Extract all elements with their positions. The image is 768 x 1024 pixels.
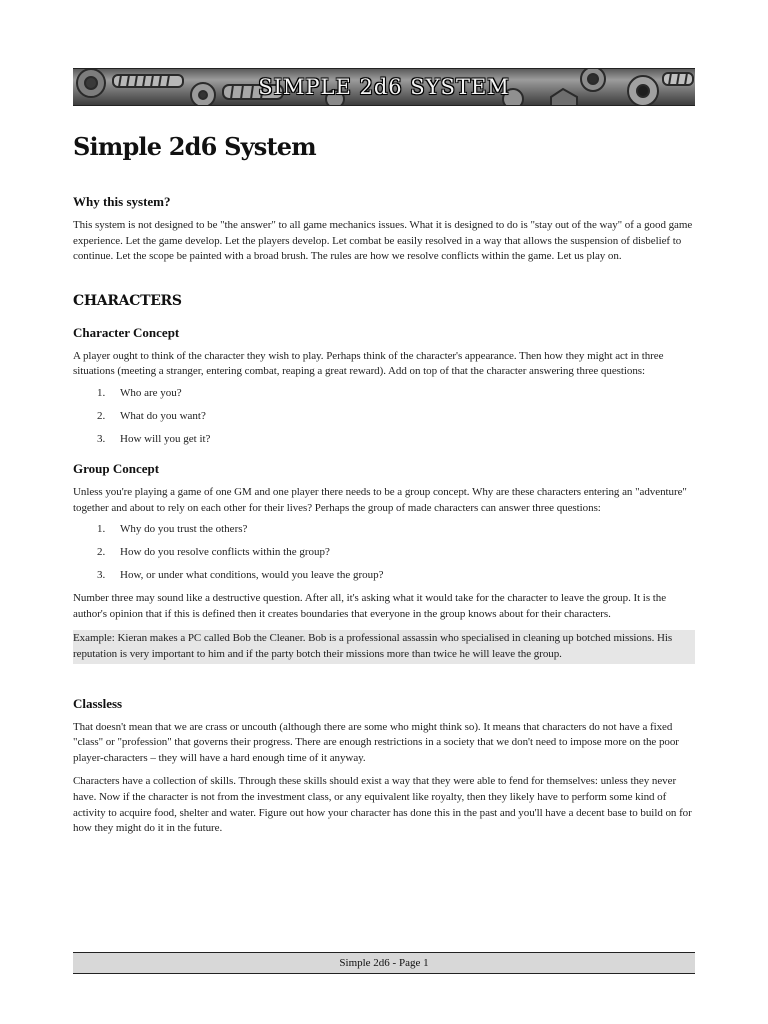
document-title: Simple 2d6 System — [73, 132, 316, 161]
why-heading: Why this system? — [73, 194, 171, 209]
why-body: This system is not designed to be "the answer" to all game mechanics issues. What it is designed to do is "stay out of the way" of a good game experience. Let the game develop. Let the players develop. Let combat be easily resolved in a way that allows the suspension of disbelief to continue. Let the scope be painted with a broad brush. The rules are how we resolve conflicts within the game. Let us play on. — [73, 219, 693, 263]
classless-paragraph-2: Characters have a collection of skills. Through these skills should exist a way that they were able to fend for themselves: unless they never have. Now if the character is not from the investment class, or any equivalent like royalty, then they likely have to perform some kind of activity to acquire food, shelter and water. Figure out how your character has done this in the past and you'll have a decent base to build on for how they might do it in the future. — [73, 775, 692, 835]
list-item: 2. What do you want? — [97, 409, 206, 422]
list-item: 1. Why do you trust the others? — [97, 523, 248, 536]
example-box — [73, 630, 695, 663]
characters-heading: CHARACTERS — [73, 292, 182, 309]
example-text: Example: Kieran makes a PC called Bob the Cleaner. Bob is a professional assassin who specialised in cleaning up botched missions. His reputation is very important to him and if the party botch their missions more than twice he will leave the group. — [73, 632, 673, 660]
classless-heading: Classless — [73, 695, 123, 711]
header-banner — [73, 68, 695, 106]
character-concept-body: A player ought to think of the character they wish to play. Perhaps think of the character's appearance. Then how they might act in three situations (meeting a stranger, entering combat, reaping a great reward). Add on top of that the character answering three questions: — [73, 349, 664, 378]
classless-paragraph-1: That doesn't mean that we are crass or uncouth (although there are some who might think so). It means that characters do not have a fixed "class" or "profession" that governs their progress. There are enough restrictions in a society that we don't need to impose more on the poor player-characters – they will have a hard enough time of it anyway. — [73, 720, 679, 764]
page-footer: Simple 2d6 - Page 1 — [73, 952, 695, 974]
list-item: 2. How do you resolve conflicts within the group? — [97, 546, 330, 559]
character-questions-list — [73, 386, 695, 447]
list-item: 3. How will you get it? — [97, 432, 211, 445]
group-concept-after: Number three may sound like a destructive question. After all, it's asking what it would take for the character to leave the group. It is the author's opinion that if this is defined then it creates boundaries that everyone in the group knows about for their characters. — [73, 592, 667, 620]
group-concept-heading: Group Concept — [73, 460, 160, 476]
list-item: 3. How, or under what conditions, would you leave the group? — [97, 569, 384, 582]
group-questions-list — [73, 522, 695, 583]
banner-title: SIMPLE 2d6 SYSTEM — [258, 75, 510, 99]
list-item: 1. Who are you? — [97, 386, 182, 399]
document-content — [73, 128, 695, 845]
group-concept-body: Unless you're playing a game of one GM and one player there needs to be a group concept. Why are these characters entering an "adventure" together and about to rely on each other for their lives? Perhaps the group of made characters can answer three questions: — [73, 485, 687, 514]
character-concept-heading: Character Concept — [73, 324, 180, 340]
